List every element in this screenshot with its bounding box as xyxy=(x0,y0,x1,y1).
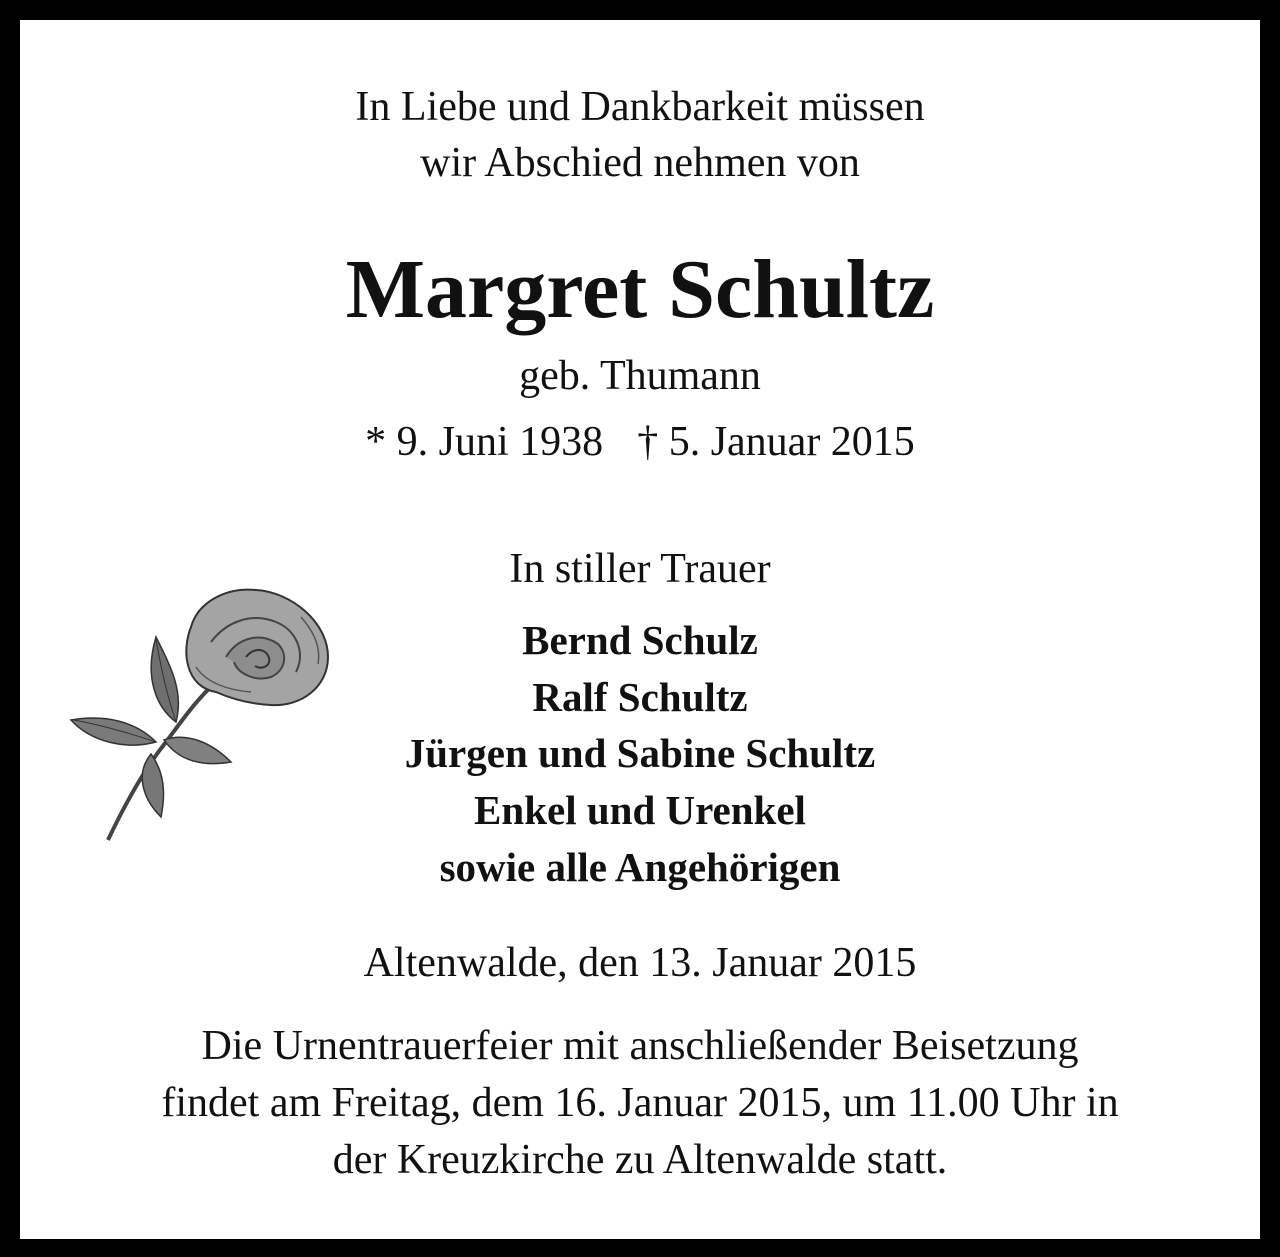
deceased-name: Margret Schultz xyxy=(345,243,935,336)
intro-line-1: In Liebe und Dankbarkeit müssen xyxy=(355,84,925,130)
mourner-line: Enkel und Urenkel xyxy=(474,787,806,833)
birth-date: * 9. Juni 1938 xyxy=(365,419,604,465)
place-and-date: Altenwalde, den 13. Januar 2015 xyxy=(363,940,917,986)
mourning-intro: In stiller Trauer xyxy=(509,546,771,592)
rose-icon xyxy=(66,582,336,847)
mourner-line: sowie alle Angehörigen xyxy=(439,844,841,890)
intro-line-2: wir Abschied nehmen von xyxy=(420,140,860,186)
rose-blossom xyxy=(186,590,328,706)
ceremony-line-2: findet am Freitag, dem 16. Januar 2015, um 11.00 Uhr in xyxy=(161,1080,1119,1126)
ceremony-line-1: Die Urnentrauerfeier mit anschließender Beisetzung xyxy=(201,1023,1079,1069)
mourner-line: Bernd Schulz xyxy=(522,617,758,663)
birth-name: geb. Thumann xyxy=(519,353,761,399)
mourner-line: Ralf Schultz xyxy=(532,674,748,720)
mourner-line: Jürgen und Sabine Schultz xyxy=(404,730,876,776)
life-dates xyxy=(0,421,1280,463)
ceremony-line-3: der Kreuzkirche zu Altenwalde statt. xyxy=(332,1137,948,1183)
death-date: † 5. Januar 2015 xyxy=(637,419,915,465)
